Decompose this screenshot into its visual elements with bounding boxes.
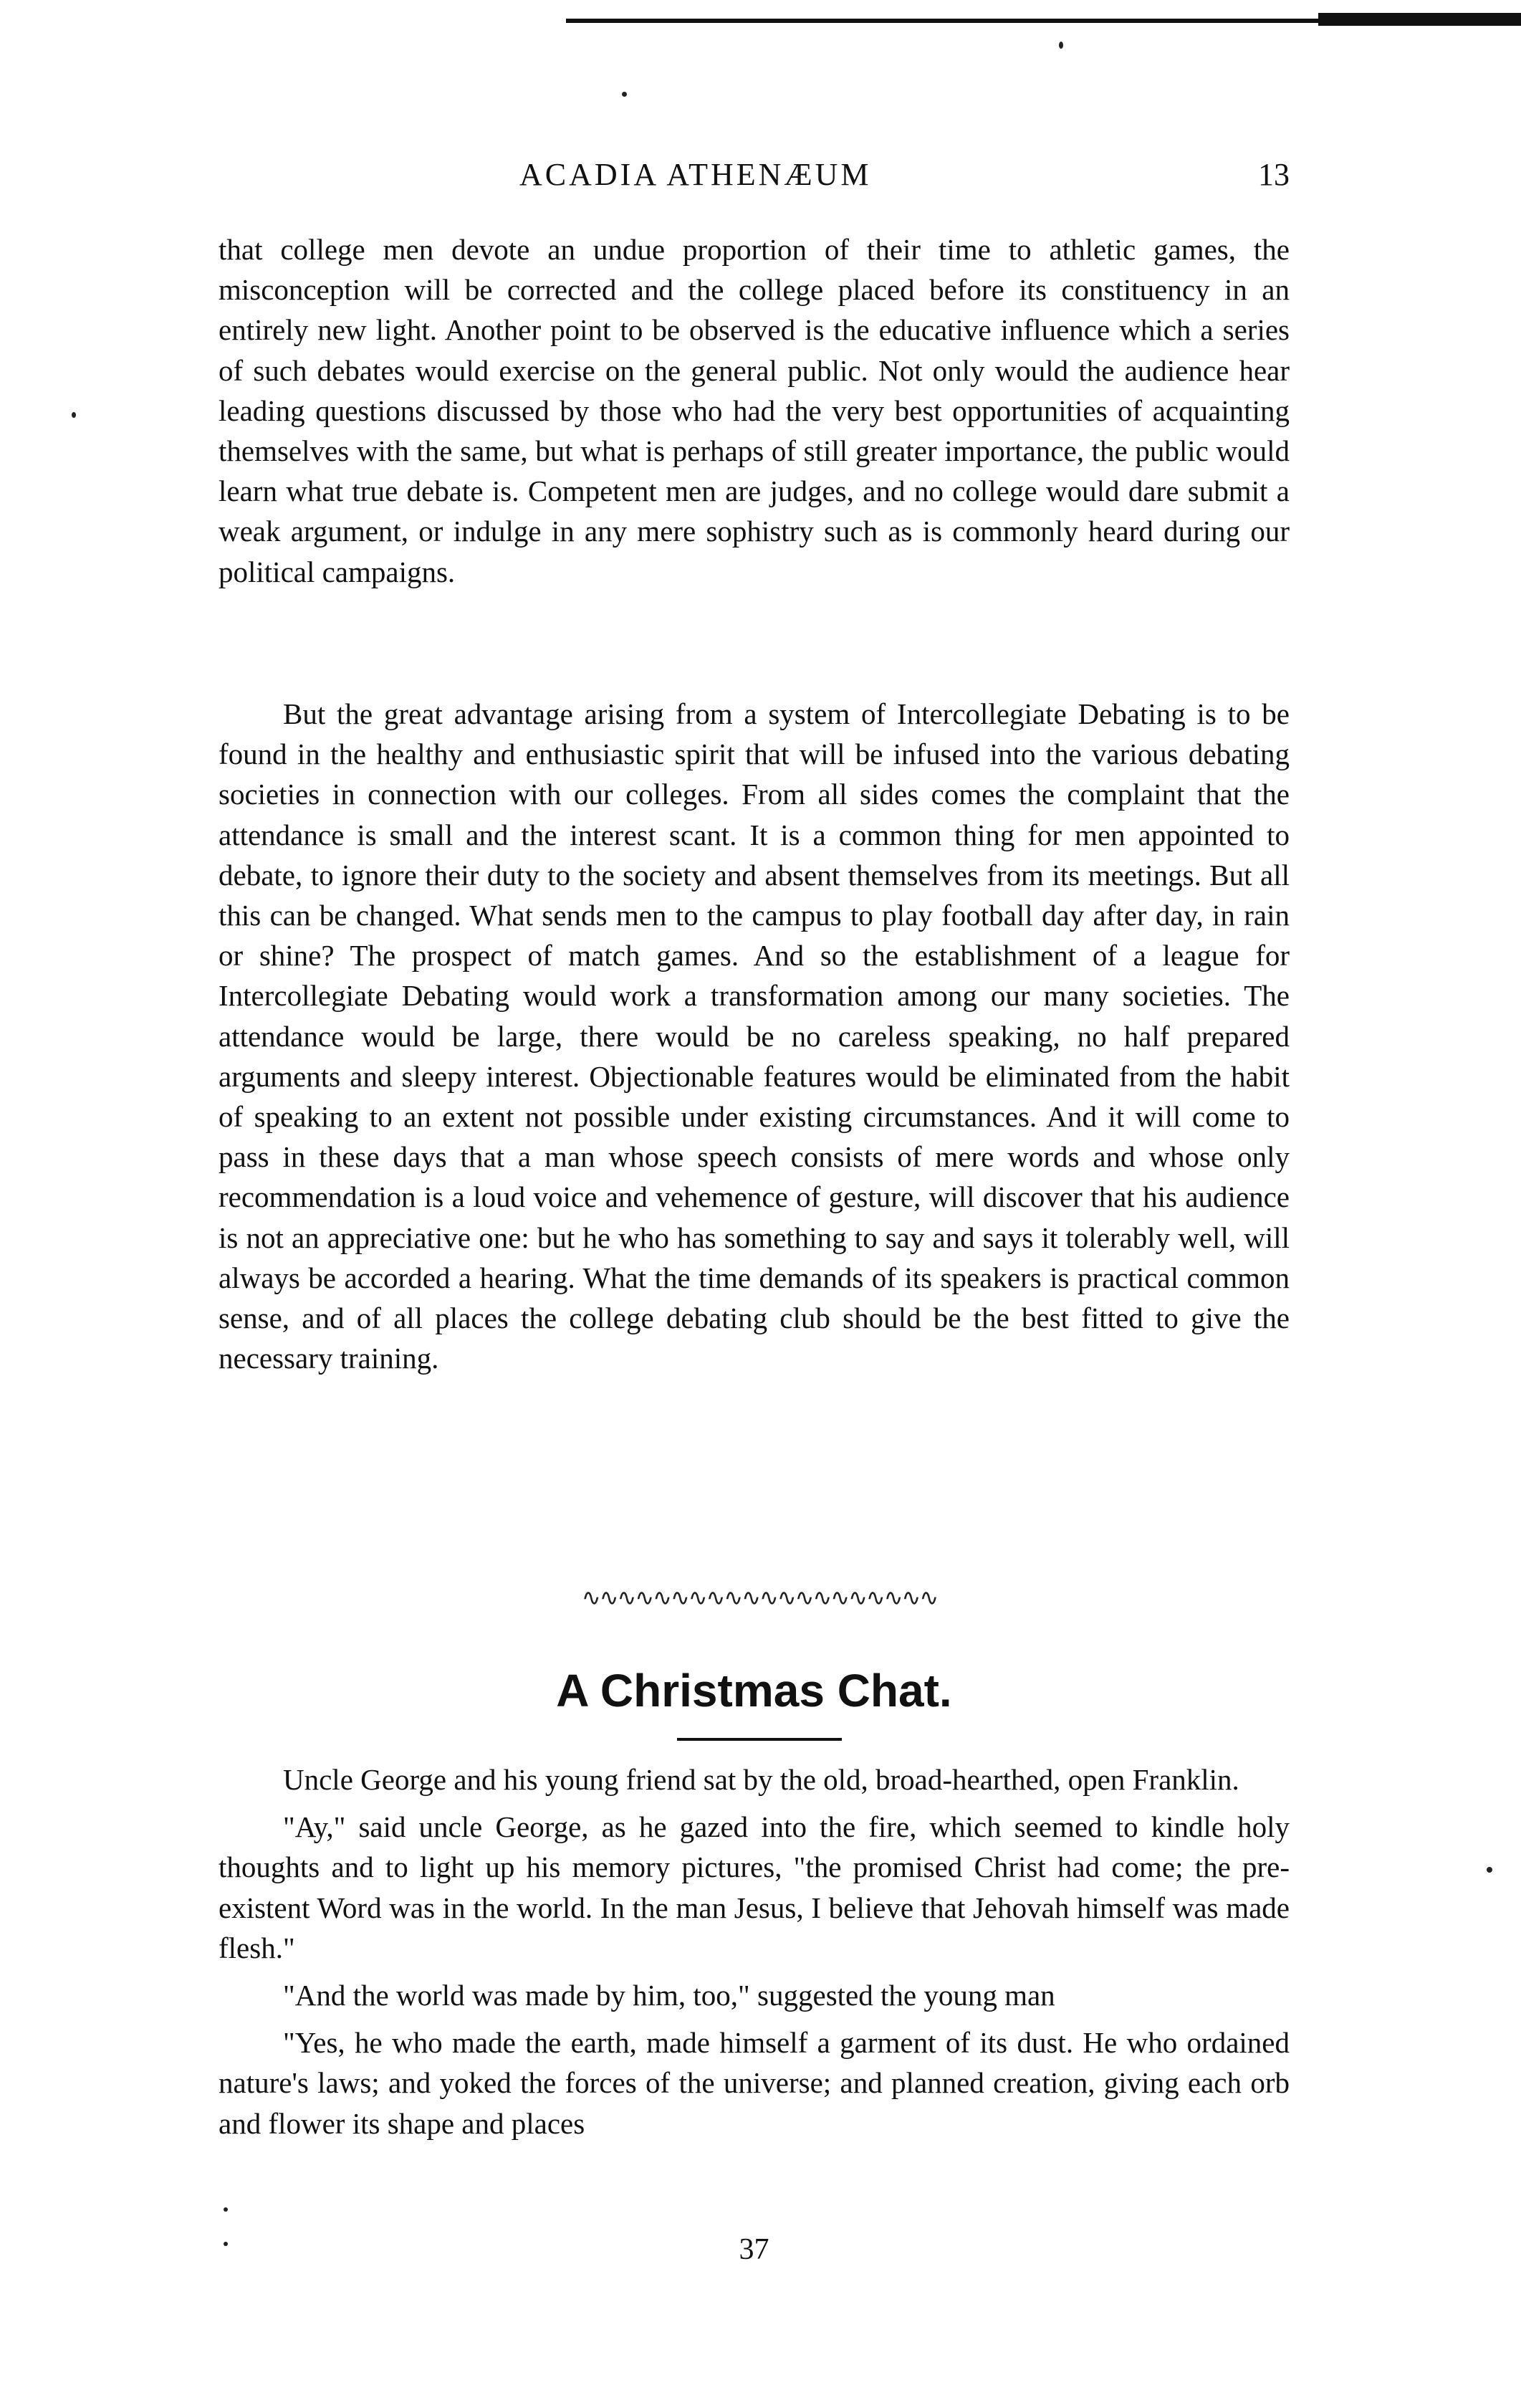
print-speck bbox=[224, 2207, 228, 2212]
print-speck bbox=[1059, 42, 1063, 49]
article-body bbox=[219, 1759, 1290, 2151]
article-paragraph: Uncle George and his young friend sat by the old, broad-hearthed, open Franklin. bbox=[283, 1763, 1239, 1796]
print-speck bbox=[622, 92, 627, 97]
print-speck bbox=[72, 412, 76, 418]
article-paragraph: "And the world was made by him, too," suggested the young man bbox=[283, 1979, 1055, 2012]
print-speck bbox=[1487, 1867, 1492, 1873]
article-paragraph: "Ay," said uncle George, as he gazed into the fire, which seemed to kindle holy thoughts and to light up his memory pictures, "the promised Christ had come; the pre-existent Word was in the world. In the man Jesus, I believe that Jehovah himself was made flesh." bbox=[219, 1810, 1290, 1964]
body-paragraph: But the great advantage arising from a system of Intercollegiate Debating is to be found in the healthy and enthusiastic spirit that will be infused into the various debating societies in connection with our colleges. From all sides comes the complaint that the attendance is small and the interest scant. It is a common thing for men appointed to debate, to ignore their duty to the society and absent themselves from its meetings. But all this can be changed. What sends men to the campus to play football day after day, in rain or shine? The prospect of match games. And so the establishment of a league for Intercollegiate Debating would work a transformation among our many societies. The attendance would be large, there would be no careless speaking, no half prepared arguments and sleepy interest. Objectionable features would be eliminated from the habit of speaking to an extent not possible under existing circumstances. And it will come to pass in these days that a man whose speech consists of mere words and whose only recommendation is a loud voice and vehemence of gesture, will discover that his audience is not an appreciative one: but he who has something to say and says it tolerably well, will always be accorded a hearing. What the time demands of its speakers is practical common sense, and of all places the college debating club should be the best fitted to give the necessary training. bbox=[219, 697, 1290, 1375]
top-edge-rule-heavy bbox=[1318, 13, 1521, 26]
folio-number: 37 bbox=[739, 2233, 769, 2266]
body-paragraph: that college men devote an undue proportion of their time to athletic games, the misconception will be corrected and the college placed before its constituency in an entirely new light. Another point to be observed is the educative influence which a series of such debates would exercise on the general public. Not only would the audience hear leading questions discussed by those who had the very best opportunities of acquainting themselves with the same, but what is perhaps of still greater importance, the public would learn what true debate is. Competent men are judges, and no college would dare submit a weak argument, or indulge in any mere sophistry such as is commonly heard during our political campaigns. bbox=[219, 233, 1290, 588]
continued-text-second bbox=[219, 694, 1290, 1385]
running-head bbox=[219, 156, 1290, 199]
section-ornament: ∿∿∿∿∿∿∿∿∿∿∿∿∿∿∿∿∿∿∿∿ bbox=[581, 1585, 938, 1610]
article-paragraph: "Yes, he who made the earth, made himself a garment of its dust. He who ordained nature's laws; and yoked the forces of the universe; and planned creation, giving each orb and flower its shape and places bbox=[219, 2026, 1290, 2140]
continued-text bbox=[219, 229, 1290, 599]
article-title: A Christmas Chat. bbox=[556, 1665, 952, 1716]
journal-title: ACADIA ATHENÆUM bbox=[519, 157, 872, 192]
title-underline-rule bbox=[677, 1738, 842, 1741]
page-number: 13 bbox=[1258, 157, 1290, 192]
